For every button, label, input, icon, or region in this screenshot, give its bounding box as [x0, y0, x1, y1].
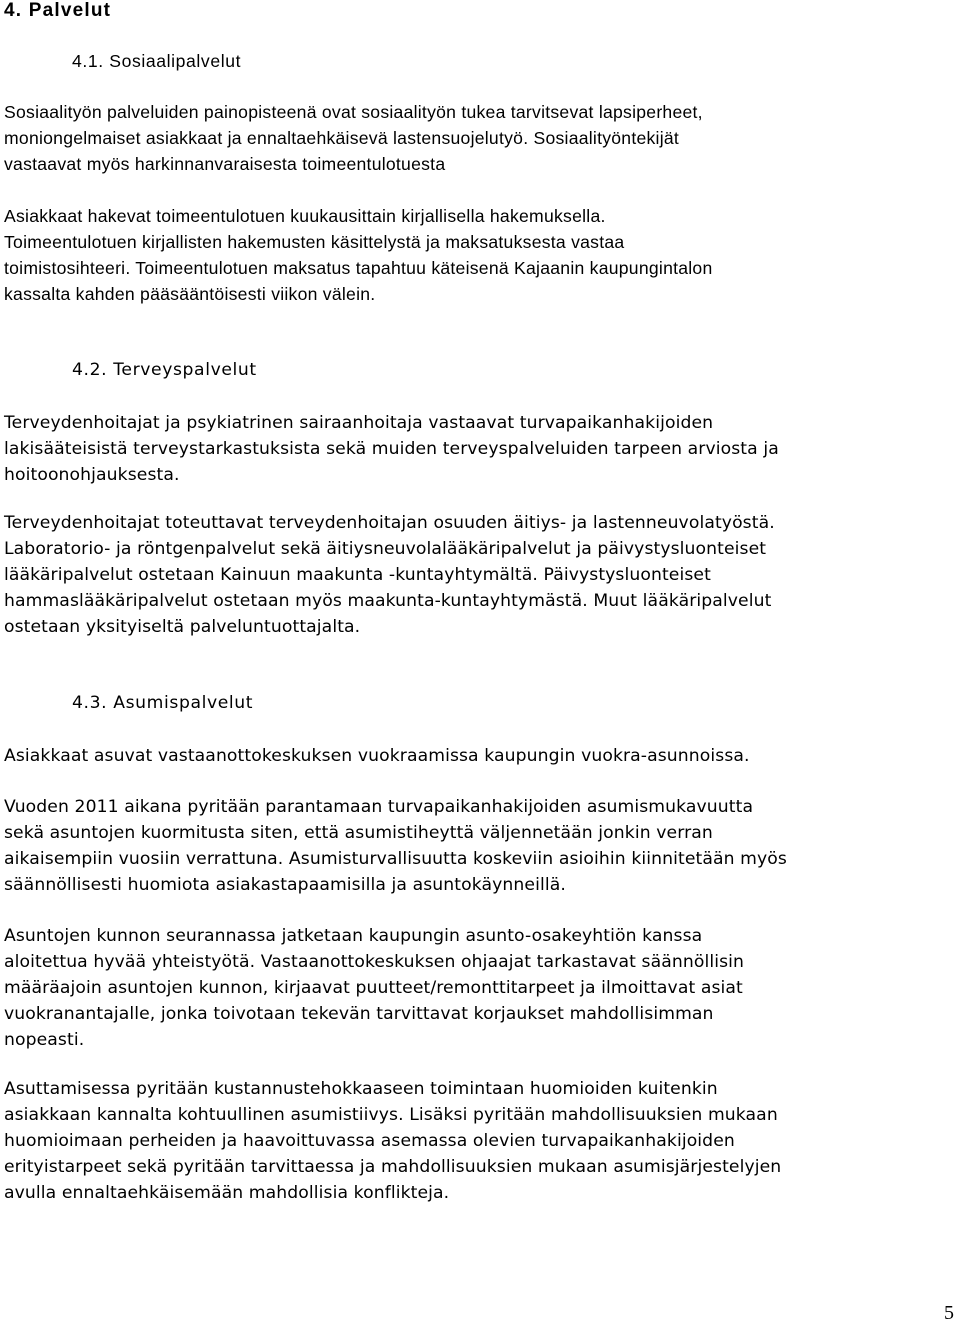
paragraph-line: toimistosihteeri. Toimeentulotuen maksatus tapahtuu käteisenä Kajaanin kaupungintalon [4, 258, 713, 278]
paragraph-line: asiakkaan kannalta kohtuullinen asumistiivys. Lisäksi pyritään mahdollisuuksien mukaan [4, 1105, 778, 1125]
paragraph-line: lakisääteisistä terveystarkastuksista sekä muiden terveyspalveluiden tarpeen arviosta ja [4, 439, 779, 459]
page-number: 5 [944, 1302, 954, 1324]
paragraph-line: kassalta kahden pääsääntöisesti viikon välein. [4, 284, 376, 304]
paragraph-line: Asiakkaat hakevat toimeentulotuen kuukausittain kirjallisella hakemuksella. [4, 206, 606, 226]
section-title-terveyspalvelut: 4.2. Terveyspalvelut [72, 360, 257, 380]
paragraph-line: Vuoden 2011 aikana pyritään parantamaan turvapaikanhakijoiden asumismukavuutta [4, 797, 754, 817]
paragraph-line: lääkäripalvelut ostetaan Kainuun maakunta -kuntayhtymältä. Päivystysluonteiset [4, 565, 711, 585]
paragraph-line: huomioimaan perheiden ja haavoittuvassa asemassa olevien turvapaikanhakijoiden [4, 1131, 735, 1151]
paragraph-line: Asuntojen kunnon seurannassa jatketaan kaupungin asunto-osakeyhtiön kanssa [4, 926, 703, 946]
paragraph-line: aloitettua hyvää yhteistyötä. Vastaanottokeskuksen ohjaajat tarkastavat säännöllisin [4, 952, 744, 972]
paragraph-line: avulla ennaltaehkäisemään mahdollisia konflikteja. [4, 1183, 450, 1203]
section-title-asumispalvelut: 4.3. Asumispalvelut [72, 693, 254, 713]
paragraph-line: Terveydenhoitajat toteuttavat terveydenhoitajan osuuden äitiys- ja lastenneuvolatyöstä. [4, 513, 775, 533]
paragraph-line: moniongelmaiset asiakkaat ja ennaltaehkäisevä lastensuojelutyö. Sosiaalityöntekijät [4, 128, 680, 148]
paragraph-line: Terveydenhoitajat ja psykiatrinen sairaanhoitaja vastaavat turvapaikanhakijoiden [4, 413, 714, 433]
paragraph-line: sekä asuntojen kuormitusta siten, että asumistiheyttä väljennetään jonkin verran [4, 823, 713, 843]
paragraph-line: aikaisempiin vuosiin verrattuna. Asumisturvallisuutta koskeviin asioihin kiinnitetään myös [4, 849, 787, 869]
paragraph-line: nopeasti. [4, 1030, 85, 1050]
paragraph-line: Toimeentulotuen kirjallisten hakemusten käsittelystä ja maksatuksesta vastaa [4, 232, 625, 252]
paragraph-line: Asiakkaat asuvat vastaanottokeskuksen vuokraamissa kaupungin vuokra-asunnoissa. [4, 746, 750, 766]
paragraph-line: hoitoonohjauksesta. [4, 465, 180, 485]
paragraph-line: määräajoin asuntojen kunnon, kirjaavat puutteet/remonttitarpeet ja ilmoittavat asiat [4, 978, 743, 998]
paragraph-line: Sosiaalityön palveluiden painopisteenä ovat sosiaalityön tukea tarvitsevat lapsiperheet, [4, 102, 703, 122]
paragraph-line: erityistarpeet sekä pyritään tarvittaessa ja mahdollisuuksien mukaan asumisjärjestelyjen [4, 1157, 782, 1177]
paragraph-line: Laboratorio- ja röntgenpalvelut sekä äitiysneuvolalääkäripalvelut ja päivystysluonteiset [4, 539, 767, 559]
paragraph-line: säännöllisesti huomiota asiakastapaamisilla ja asuntokäynneillä. [4, 875, 566, 895]
paragraph-line: ostetaan yksityiseltä palveluntuottajalta. [4, 617, 361, 637]
page-heading: 4. Palvelut [4, 0, 112, 21]
paragraph-line: hammaslääkäripalvelut ostetaan myös maakunta-kuntayhtymästä. Muut lääkäripalvelut [4, 591, 772, 611]
paragraph-line: Asuttamisessa pyritään kustannustehokkaaseen toimintaan huomioiden kuitenkin [4, 1079, 718, 1099]
paragraph-line: vastaavat myös harkinnanvaraisesta toimeentulotuesta [4, 154, 446, 174]
section-title-sosiaalipalvelut: 4.1. Sosiaalipalvelut [72, 51, 242, 71]
paragraph-line: vuokranantajalle, jonka toivotaan tekevän tarvittavat korjaukset mahdollisimman [4, 1004, 714, 1024]
